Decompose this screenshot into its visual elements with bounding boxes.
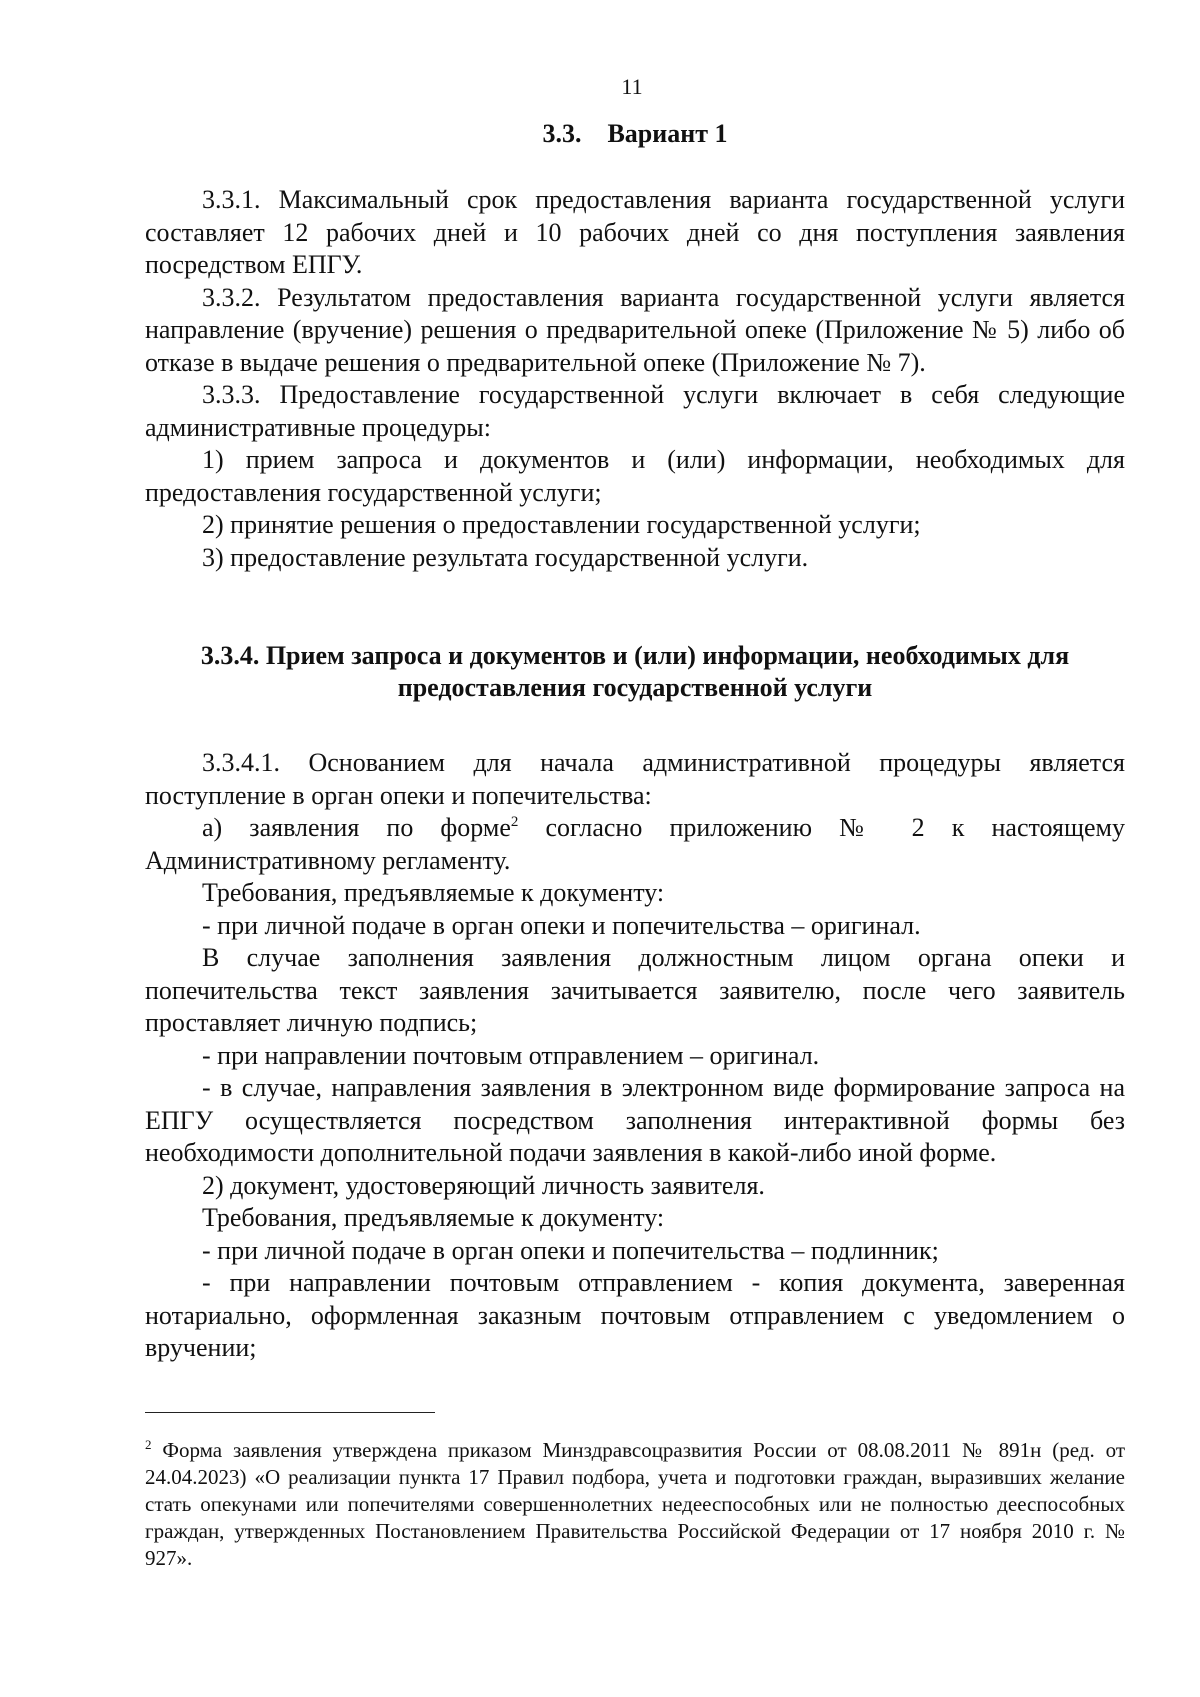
paragraph-item-a bbox=[145, 812, 1125, 877]
paragraph-electronic-submission: - в случае, направления заявления в электронном виде формирование запроса на ЕПГУ осуществляется посредством заполнения интерактивной формы без необходимости дополнительной подачи заявления в какой-либо иной форме. bbox=[145, 1073, 1125, 1167]
section-heading bbox=[145, 118, 1125, 150]
footnote-text: Форма заявления утверждена приказом Минздравсоцразвития России от 08.08.2011 № 891н (ред. от 24.04.2023) «О реализации пункта 17 Правил подбора, учета и подготовки граждан, выразивших желание стать опекунами или попечителями совершеннолетних недееспособных или не полностью дееспособных граждан, утвержденных Постановлением Правительства Российской Федерации от 17 ноября 2010 г. № 927». bbox=[145, 1438, 1125, 1570]
footnote-marker: 2 bbox=[145, 1437, 152, 1452]
paragraph-official-fills-application: В случае заполнения заявления должностным лицом органа опеки и попечительства текст заявления зачитывается заявителю, после чего заявитель проставляет личную подпись; bbox=[145, 943, 1125, 1037]
paragraph-postal-notarized-copy: - при направлении почтовым отправлением - копия документа, заверенная нотариально, оформленная заказным почтовым отправлением с уведомлением о вручении; bbox=[145, 1268, 1125, 1362]
paragraph-requirements-2: Требования, предъявляемые к документу: bbox=[202, 1203, 665, 1232]
section-number: 3.3. bbox=[542, 119, 582, 148]
list-item-procedure-3: 3) предоставление результата государственной услуги. bbox=[202, 542, 809, 572]
subsection-heading: 3.3.4. Прием запроса и документов и (или) информации, необходимых для предоставления государственной услуги bbox=[200, 641, 1070, 702]
footnote-divider bbox=[145, 1412, 435, 1413]
paragraph-personal-submission-original: - при личной подаче в орган опеки и попечительства – оригинал. bbox=[202, 910, 921, 940]
list-item-procedure-1: 1) прием запроса и документов и (или) информации, необходимых для предоставления государственной услуги; bbox=[145, 445, 1125, 507]
paragraph-3-3-3: 3.3.3. Предоставление государственной услуги включает в себя следующие административные процедуры: bbox=[145, 380, 1125, 442]
paragraph-3-3-4-1: 3.3.4.1. Основанием для начала административной процедуры является поступление в орган опеки и попечительства: bbox=[145, 748, 1125, 810]
item-a-text: а) заявления по форме bbox=[202, 813, 511, 842]
section-title: Вариант 1 bbox=[607, 119, 728, 148]
paragraph-postal-original: - при направлении почтовым отправлением – оригинал. bbox=[202, 1040, 820, 1070]
item-a-text-rest: согласно приложению № 2 к настоящему Административному регламенту. bbox=[145, 813, 1125, 875]
section-body-part1 bbox=[145, 184, 1125, 574]
paragraph-requirements-1: Требования, предъявляемые к документу: bbox=[202, 878, 665, 907]
footnote-reference: 2 bbox=[510, 814, 519, 830]
paragraph-identity-document: 2) документ, удостоверяющий личность заявителя. bbox=[202, 1170, 765, 1200]
footnote bbox=[145, 1437, 1125, 1572]
paragraph-3-3-1: 3.3.1. Максимальный срок предоставления варианта государственной услуги составляет 12 рабочих дней и 10 рабочих дней со дня поступления заявления посредством ЕПГУ. bbox=[145, 185, 1125, 279]
page-number: 11 bbox=[621, 74, 643, 99]
list-item-procedure-2: 2) принятие решения о предоставлении государственной услуги; bbox=[202, 510, 921, 539]
section-body-part2 bbox=[145, 747, 1125, 1365]
paragraph-3-3-2: 3.3.2. Результатом предоставления варианта государственной услуги является направление (вручение) решения о предварительной опеке (Приложение № 5) либо об отказе в выдаче решения о предварительной опеке (Приложение № 7). bbox=[145, 282, 1125, 377]
paragraph-personal-submission-authentic: - при личной подаче в орган опеки и попечительства – подлинник; bbox=[202, 1235, 939, 1265]
